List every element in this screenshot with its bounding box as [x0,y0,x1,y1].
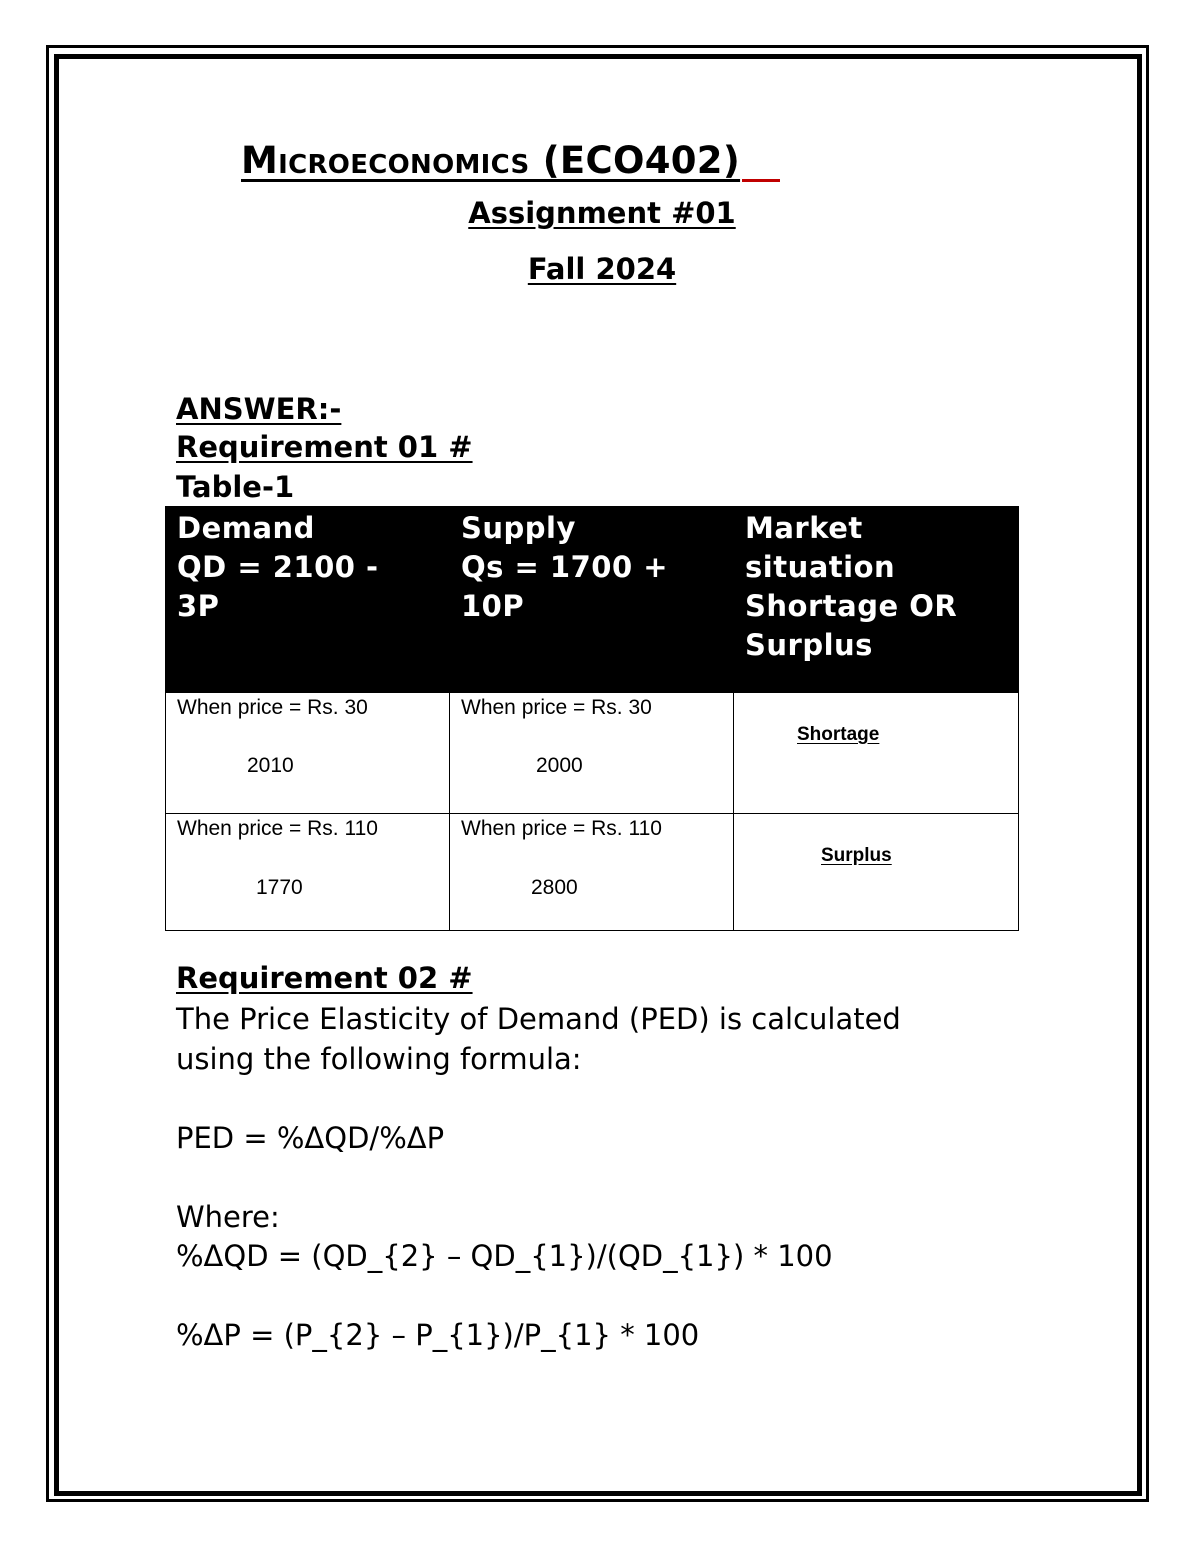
answer-heading: ANSWER:- [176,392,342,426]
ped-formula: PED = %ΔQD/%ΔP [176,1121,445,1155]
supply-cell: When price = Rs. 110 2800 [450,814,734,931]
header-market-situation: Market situation Shortage OR Surplus [734,507,1019,693]
table-caption: Table-1 [176,470,295,504]
header-supply: Supply Qs = 1700 + 10P [450,507,734,693]
price-change-formula: %ΔP = (P_{2} – P_{1})/P_{1} * 100 [176,1318,700,1352]
situation-cell: Shortage [734,693,1019,814]
demand-cell: When price = Rs. 110 1770 [166,814,450,931]
ped-intro-line-2: using the following formula: [176,1042,582,1076]
qd-change-formula: %ΔQD = (QD_{2} – QD_{1})/(QD_{1}) * 100 [176,1239,833,1273]
supply-cell: When price = Rs. 30 2000 [450,693,734,814]
situation-cell: Surplus [734,814,1019,931]
requirement-1-heading: Requirement 01 # [176,430,473,464]
title-red-underline [742,179,780,182]
ped-intro-line-1: The Price Elasticity of Demand (PED) is calculated [176,1002,901,1036]
assignment-title: Assignment #01 [468,196,736,230]
table-row [166,693,1019,814]
supply-demand-table [165,506,1019,931]
requirement-2-heading: Requirement 02 # [176,961,473,995]
term-title: Fall 2024 [527,252,677,286]
course-title: Microeconomics (ECO402) [241,142,780,179]
table-header-row [166,507,1019,693]
demand-cell: When price = Rs. 30 2010 [166,693,450,814]
table-row [166,814,1019,931]
where-label: Where: [176,1200,280,1234]
header-demand: Demand QD = 2100 - 3P [166,507,450,693]
